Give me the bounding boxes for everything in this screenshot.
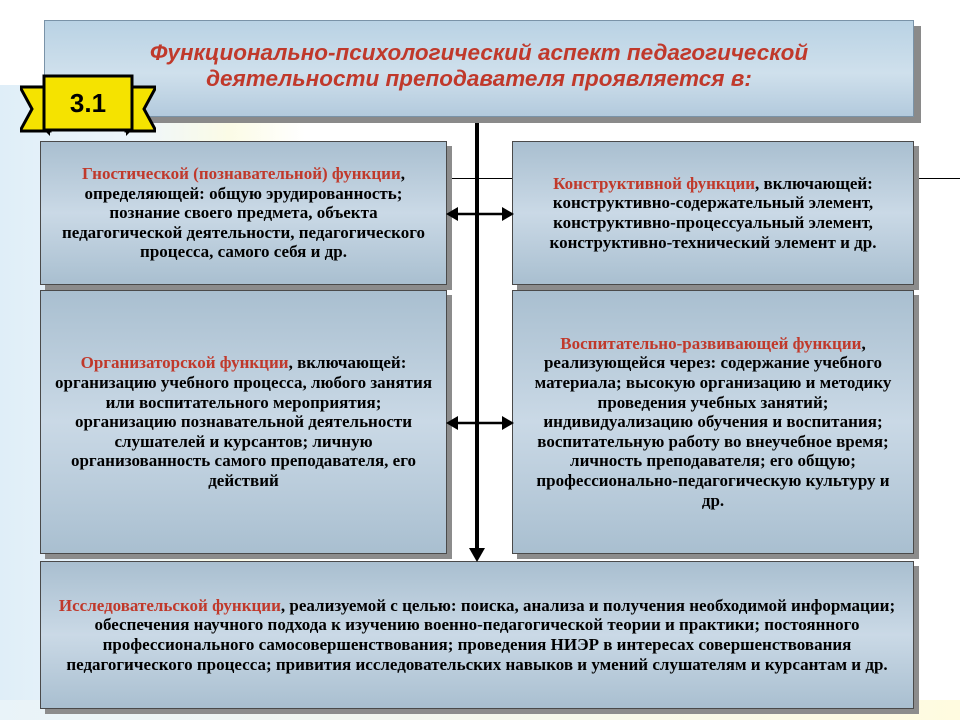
title-box: [44, 20, 914, 117]
educational-function-box: [512, 290, 914, 554]
double-arrow-icon-middle: [446, 413, 514, 433]
gnostic-function-text: , определяющей: общую эрудированность; познание своего предмета, объекта педагогической деятельности, педагогического процесса, самого себя и др.: [61, 164, 426, 262]
research-function-box: [40, 561, 914, 709]
educational-function-title: Воспитательно-развивающей функции: [560, 333, 862, 353]
organizational-function-text: , включающей: организацию учебного процесса, любого занятия или воспитательного мероприятия; организацию познавательной деятельности слушателей и курсантов; личную организованность самого преподавателя, его действий: [55, 353, 433, 490]
constructive-function-title: Конструктивной функции: [553, 173, 756, 193]
gnostic-function-title: Гностической (познавательной) функции: [82, 164, 401, 184]
research-function-title: Исследовательской функции: [58, 595, 281, 615]
gnostic-function-box: [40, 141, 447, 285]
connector-vertical-line: [475, 116, 479, 556]
constructive-function-text: , включающей: конструктивно-содержательный элемент, конструктивно-процессуальный элемент, конструктивно-технический элемент и др.: [549, 173, 877, 252]
organizational-function-title: Организаторской функции: [80, 353, 289, 373]
double-arrow-icon-top: [446, 204, 514, 224]
page-title: [120, 40, 838, 92]
badge-label: 3.1: [69, 87, 107, 118]
educational-function-text: , реализующейся через: содержание учебного материала; высокую организацию и методику проведения учебных занятий; индивидуализацию обучения и воспитания; воспитательную работу во внеучебное время; личность преподавателя; его общую; профессионально-педагогическую культуру и др.: [534, 333, 892, 510]
constructive-function-box: [512, 141, 914, 285]
title-line-1: Функционально-психологический аспект педагогической: [149, 39, 809, 65]
title-line-2: деятельности преподавателя проявляется в:: [206, 65, 752, 91]
down-arrow-icon: [469, 546, 485, 562]
organizational-function-box: [40, 290, 447, 554]
research-function-text: , реализуемой с целью: поиска, анализа и получения необходимой информации; обеспечения научного подхода к изучению военно-педагогической теории и практики; постоянного профессионального самосовершенствования; проведения НИЭР в интересах совершенствования педагогического процесса; привития исследовательских навыков и умений слушателям и курсантам и др.: [66, 595, 896, 674]
